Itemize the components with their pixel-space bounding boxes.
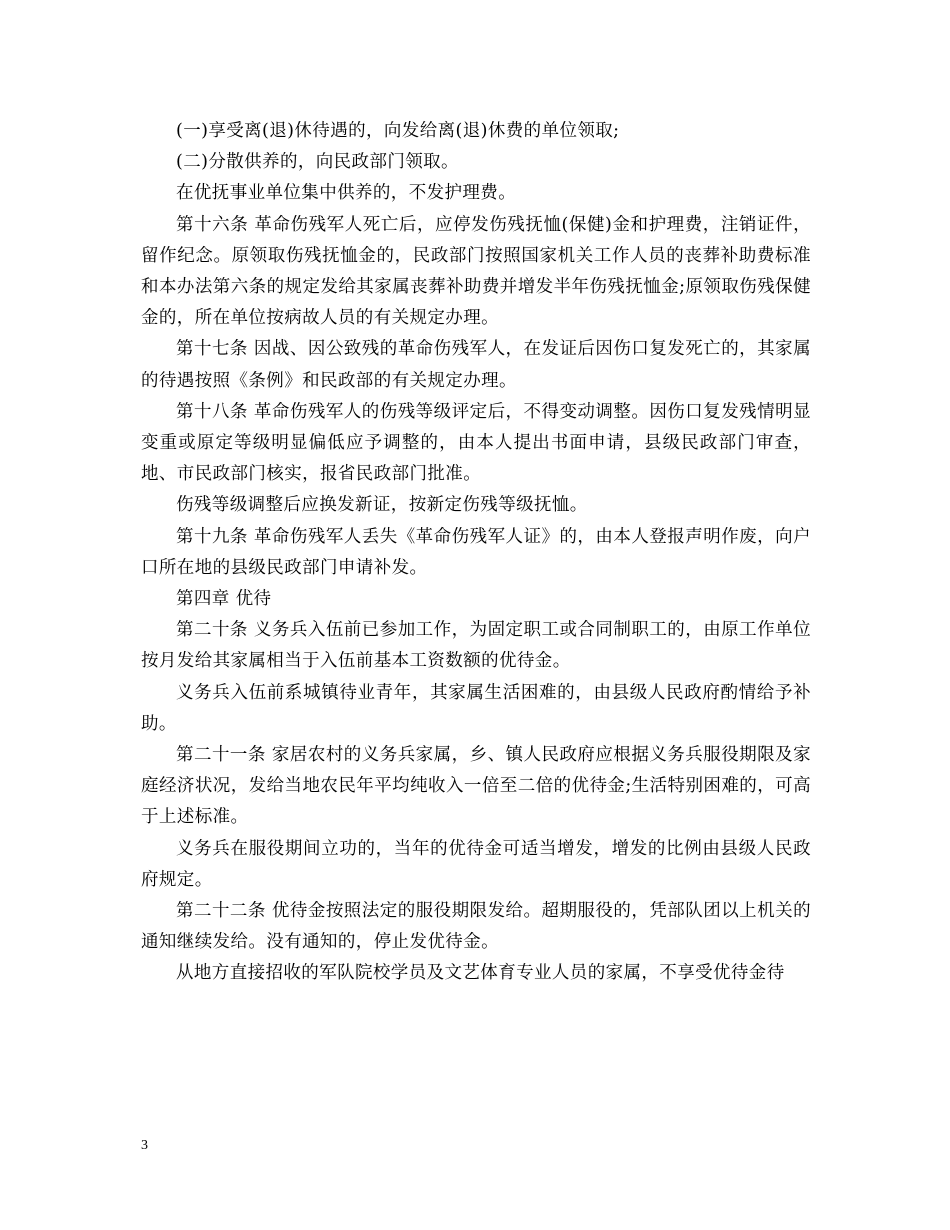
paragraph: 第二十二条 优待金按照法定的服役期限发给。超期服役的，凭部队团以上机关的通知继续发给。没有通知的，停止发优待金。	[141, 901, 811, 953]
paragraph: 第十八条 革命伤残军人的伤残等级评定后，不得变动调整。因伤口复发残情明显变重或原定等级明显偏低应予调整的，由本人提出书面申请，县级民政部门审查，地、市民政部门核实，报省民政部门批准。	[141, 401, 811, 485]
document-body	[141, 116, 811, 990]
paragraph: (二)分散供养的，向民政部门领取。	[176, 152, 459, 173]
paragraph: 义务兵在服役期间立功的，当年的优待金可适当增发，增发的比例由县级人民政府规定。	[141, 838, 811, 890]
paragraph: (一)享受离(退)休待遇的，向发给离(退)休费的单位领取;	[176, 121, 620, 141]
paragraph: 第二十一条 家居农村的义务兵家属，乡、镇人民政府应根据义务兵服役期限及家庭经济状况，发给当地农民年平均纯收入一倍至二倍的优待金;生活特别困难的，可高于上述标准。	[141, 745, 811, 828]
paragraph: 第十九条 革命伤残军人丢失《革命伤残军人证》的，由本人登报声明作废，向户口所在地的县级民政部门申请补发。	[141, 526, 811, 578]
paragraph: 义务兵入伍前系城镇待业青年，其家属生活困难的，由县级人民政府酌情给予补助。	[141, 682, 811, 734]
paragraph: 第十七条 因战、因公致残的革命伤残军人，在发证后因伤口复发死亡的，其家属的待遇按照《条例》和民政部的有关规定办理。	[141, 339, 811, 391]
chapter-heading: 第四章 优待	[176, 589, 272, 610]
page-number: 3	[141, 1138, 148, 1153]
paragraph: 伤残等级调整后应换发新证，按新定伤残等级抚恤。	[176, 495, 588, 516]
paragraph: 在优抚事业单位集中供养的，不发护理费。	[176, 183, 517, 204]
paragraph: 第十六条 革命伤残军人死亡后，应停发伤残抚恤(保健)金和护理费，注销证件，留作纪念。原领取伤残抚恤金的，民政部门按照国家机关工作人员的丧葬补助费标准和本办法第六条的规定发给其家属丧葬补助费并增发半年伤残抚恤金;原领取伤残保健金的，所在单位按病故人员的有关规定办理。	[141, 214, 811, 329]
paragraph: 从地方直接招收的军队院校学员及文艺体育专业人员的家属，不享受优待金待	[176, 963, 785, 984]
paragraph: 第二十条 义务兵入伍前已参加工作，为固定职工或合同制职工的，由原工作单位按月发给其家属相当于入伍前基本工资数额的优待金。	[141, 620, 811, 672]
